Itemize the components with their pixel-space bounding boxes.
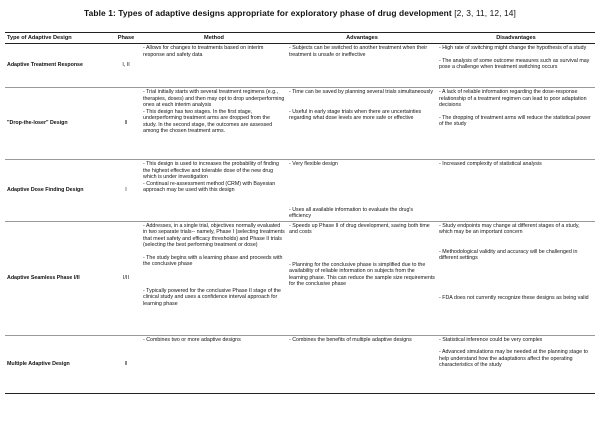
method-cell bbox=[141, 88, 287, 160]
method-item: - The study begins with a learning phase and proceeds with the conclusive phase bbox=[143, 254, 283, 267]
table-row bbox=[5, 160, 595, 222]
disadvantages-cell bbox=[437, 160, 595, 222]
header-type: Type of Adaptive Design bbox=[5, 33, 111, 44]
table-row bbox=[5, 44, 595, 88]
disadvantages-cell bbox=[437, 44, 595, 88]
advantages-cell bbox=[287, 160, 437, 222]
method-item: - Trial initially starts with several treatment regimens (e.g., therapies, doses) and then may opt to drop underperforming ones at each interim analysis bbox=[143, 89, 285, 108]
disadvantage-item: - The analysis of some outcome measures such as survival may pose a challenge when treatment switching occurs bbox=[439, 57, 590, 70]
phase: II bbox=[111, 335, 141, 393]
disadvantage-item: - Study endpoints may change at different stages of a study, which may be an important concern bbox=[439, 222, 580, 235]
disadvantages-cell bbox=[437, 335, 595, 393]
method-item: - This design is used to increases the probability of finding the highest effective and tolerable dose of the new drug which is under investigation bbox=[143, 161, 279, 180]
header-phase: Phase bbox=[111, 33, 141, 44]
design-type: Multiple Adaptive Design bbox=[5, 335, 111, 393]
design-type: Adaptive Seamless Phase I/II bbox=[5, 221, 111, 335]
advantage-item: - Useful in early stage trials when there are uncertainties regarding what dose levels are more safe or effective bbox=[289, 108, 422, 121]
advantage-item: - Speeds up Phase II of drug development, saving both time and costs bbox=[289, 222, 430, 235]
table-header-row bbox=[5, 33, 595, 44]
advantage-item: - Very flexible design bbox=[289, 161, 338, 167]
design-type: Adaptive Dose Finding Design bbox=[5, 160, 111, 222]
header-method: Method bbox=[141, 33, 287, 44]
advantage-item: - Subjects can be switched to another treatment when their treatment is unsafe or ineffective bbox=[289, 45, 428, 58]
advantage-item: - Time can be saved by planning several trials simultaneously bbox=[289, 89, 433, 95]
phase: I/II bbox=[111, 221, 141, 335]
table-title-refs: [2, 3, 11, 12, 14] bbox=[454, 8, 516, 18]
advantage-item: - Planning for the conclusive phase is simplified due to the availability of reliable information on subjects from the learning phase. This can reduce the sample size requirements for the conclusive phase bbox=[289, 261, 435, 287]
advantage-item: - Combines the benefits of multiple adaptive designs bbox=[289, 336, 412, 343]
method-item: - Combines two or more adaptive designs bbox=[143, 336, 241, 343]
phase: II bbox=[111, 88, 141, 160]
design-type: Adaptive Treatment Response bbox=[5, 44, 111, 88]
disadvantage-item: - FDA does not currently recognize these designs as being valid bbox=[439, 294, 589, 301]
method-item: - Typically powered for the conclusive Phase II stage of the clinical study and uses a confidence interval approach for learning phase bbox=[143, 287, 281, 307]
disadvantage-item: - A lack of reliable information regarding the dose-response relationship of a treatment regimen can lead to poor adaptation decisions bbox=[439, 89, 587, 108]
table-row bbox=[5, 335, 595, 393]
disadvantages-cell bbox=[437, 221, 595, 335]
design-type: "Drop-the-loser" Design bbox=[5, 88, 111, 160]
disadvantage-item: - High rate of switching might change the hypothesis of a study bbox=[439, 45, 587, 51]
method-item: - Allows for changes to treatments based on interim response and safety data bbox=[143, 45, 264, 58]
method-cell bbox=[141, 160, 287, 222]
header-advantages: Advantages bbox=[287, 33, 437, 44]
advantages-cell bbox=[287, 221, 437, 335]
header-disadvantages: Disadvantages bbox=[437, 33, 595, 44]
table-title bbox=[0, 0, 600, 20]
method-cell bbox=[141, 44, 287, 88]
method-cell bbox=[141, 221, 287, 335]
table-row bbox=[5, 88, 595, 160]
disadvantage-item: - Advanced simulations may be needed at the planning stage to help understand how the adaptations affect the operating characteristics of the study bbox=[439, 349, 589, 368]
table-title-text: Table 1: Types of adaptive designs appropriate for exploratory phase of drug development bbox=[84, 8, 452, 18]
advantages-cell bbox=[287, 44, 437, 88]
method-item: - Addresses, in a single trial, objectives normally evaluated in two separate trials-- namely, Phase I (selecting treatments that meet safety and efficacy thresholds) and Phase II trials (selecting the best performing treatment or dose) bbox=[143, 222, 285, 248]
method-item: - Continual re-assessment method (CRM) with Bayesian approach may be used with this design bbox=[143, 180, 276, 193]
advantage-item: - Uses all available information to evaluate the drug's efficiency bbox=[289, 206, 414, 219]
phase: I bbox=[111, 160, 141, 222]
disadvantage-item: - Methodological validity and accuracy will be challenged in different settings bbox=[439, 248, 578, 261]
adaptive-designs-table bbox=[5, 32, 595, 394]
disadvantage-item: - The dropping of treatment arms will reduce the statistical power of the study bbox=[439, 114, 591, 127]
phase: I, II bbox=[111, 44, 141, 88]
method-item: - This design has two stages. In the first stage, underperforming treatment arms are dropped from the study. In the second stage, the outcomes are assessed among the chosen treatment arms. bbox=[143, 108, 273, 134]
advantages-cell bbox=[287, 335, 437, 393]
disadvantages-cell bbox=[437, 88, 595, 160]
table-row bbox=[5, 221, 595, 335]
disadvantage-item: - Increased complexity of statistical analysis bbox=[439, 161, 542, 167]
disadvantage-item: - Statistical inference could be very complex bbox=[439, 336, 543, 343]
method-cell bbox=[141, 335, 287, 393]
advantages-cell bbox=[287, 88, 437, 160]
